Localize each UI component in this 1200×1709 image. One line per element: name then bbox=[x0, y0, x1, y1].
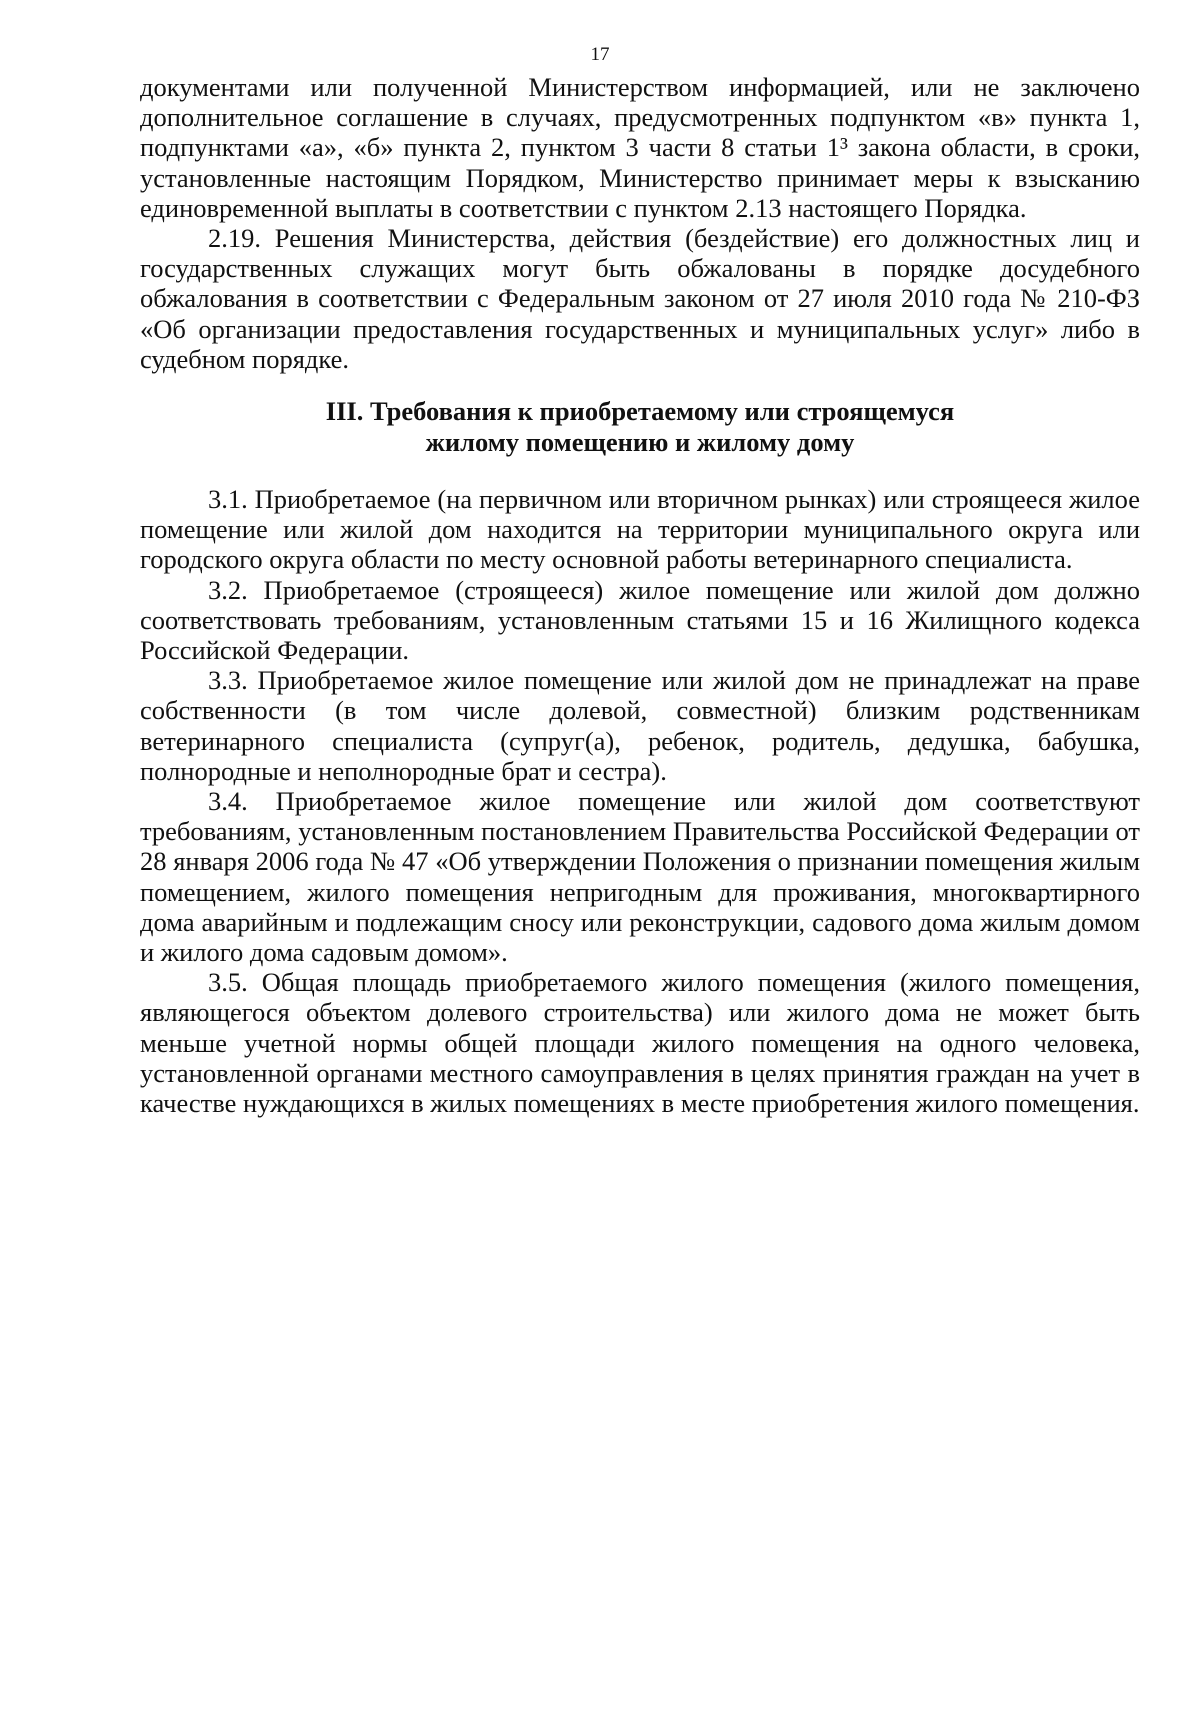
paragraph-continuation: документами или полученной Министерством информацией, или не заключено дополнительное соглашение в случаях, предусмотренных подпунктом «в» пункта 1, подпунктами «а», «б» пункта 2, пунктом 3 части 8 статьи 1³ закона области, в сроки, установленные настоящим Порядком, Министерство принимает меры к взысканию единовременной выплаты в соответствии с пунктом 2.13 настоящего Порядка. bbox=[140, 72, 1140, 223]
paragraph-3-2: 3.2. Приобретаемое (строящееся) жилое помещение или жилой дом должно соответствовать требованиям, установленным статьями 15 и 16 Жилищного кодекса Российской Федерации. bbox=[140, 574, 1140, 666]
paragraph-2-19: 2.19. Решения Министерства, действия (бездействие) его должностных лиц и государственных служащих могут быть обжалованы в порядке досудебного обжалования в соответствии с Федеральным законом от 27 июля 2010 года № 210-ФЗ «Об организации предоставления государственных и муниципальных услуг» либо в судебном порядке. bbox=[140, 223, 1140, 374]
paragraph-3-4: 3.4. Приобретаемое жилое помещение или жилой дом соответствуют требованиям, установленным постановлением Правительства Российской Федерации от 28 января 2006 года № 47 «Об утверждении Положения о признании помещения жилым помещением, жилого помещения непригодным для проживания, многоквартирного дома аварийным и подлежащим сносу или реконструкции, садового дома жилым домом и жилого дома садовым домом». bbox=[140, 786, 1140, 968]
section-heading-line-1: III. Требования к приобретаемому или строящемуся bbox=[325, 396, 955, 427]
section-heading bbox=[140, 396, 1140, 458]
paragraph-3-5: 3.5. Общая площадь приобретаемого жилого помещения (жилого помещения, являющегося объектом долевого строительства) или жилого дома не может быть меньше учетной нормы общей площади жилого помещения на одного человека, установленной органами местного самоуправления в целях принятия граждан на учет в качестве нуждающихся в жилых помещениях в месте приобретения жилого помещения. bbox=[140, 967, 1140, 1119]
paragraph-3-1: 3.1. Приобретаемое (на первичном или вторичном рынках) или строящееся жилое помещение или жилой дом находится на территории муниципального округа или городского округа области по месту основной работы ветеринарного специалиста. bbox=[140, 484, 1140, 575]
page-number: 17 bbox=[590, 44, 610, 65]
document-body bbox=[140, 72, 1140, 1118]
paragraph-3-3: 3.3. Приобретаемое жилое помещение или жилой дом не принадлежат на праве собственности (в том числе долевой, совместной) близким родственникам ветеринарного специалиста (супруг(а), ребенок, родитель, дедушка, бабушка, полнородные и неполнородные брат и сестра). bbox=[140, 665, 1140, 786]
section-heading-line-2: жилому помещению и жилому дому bbox=[425, 427, 855, 458]
